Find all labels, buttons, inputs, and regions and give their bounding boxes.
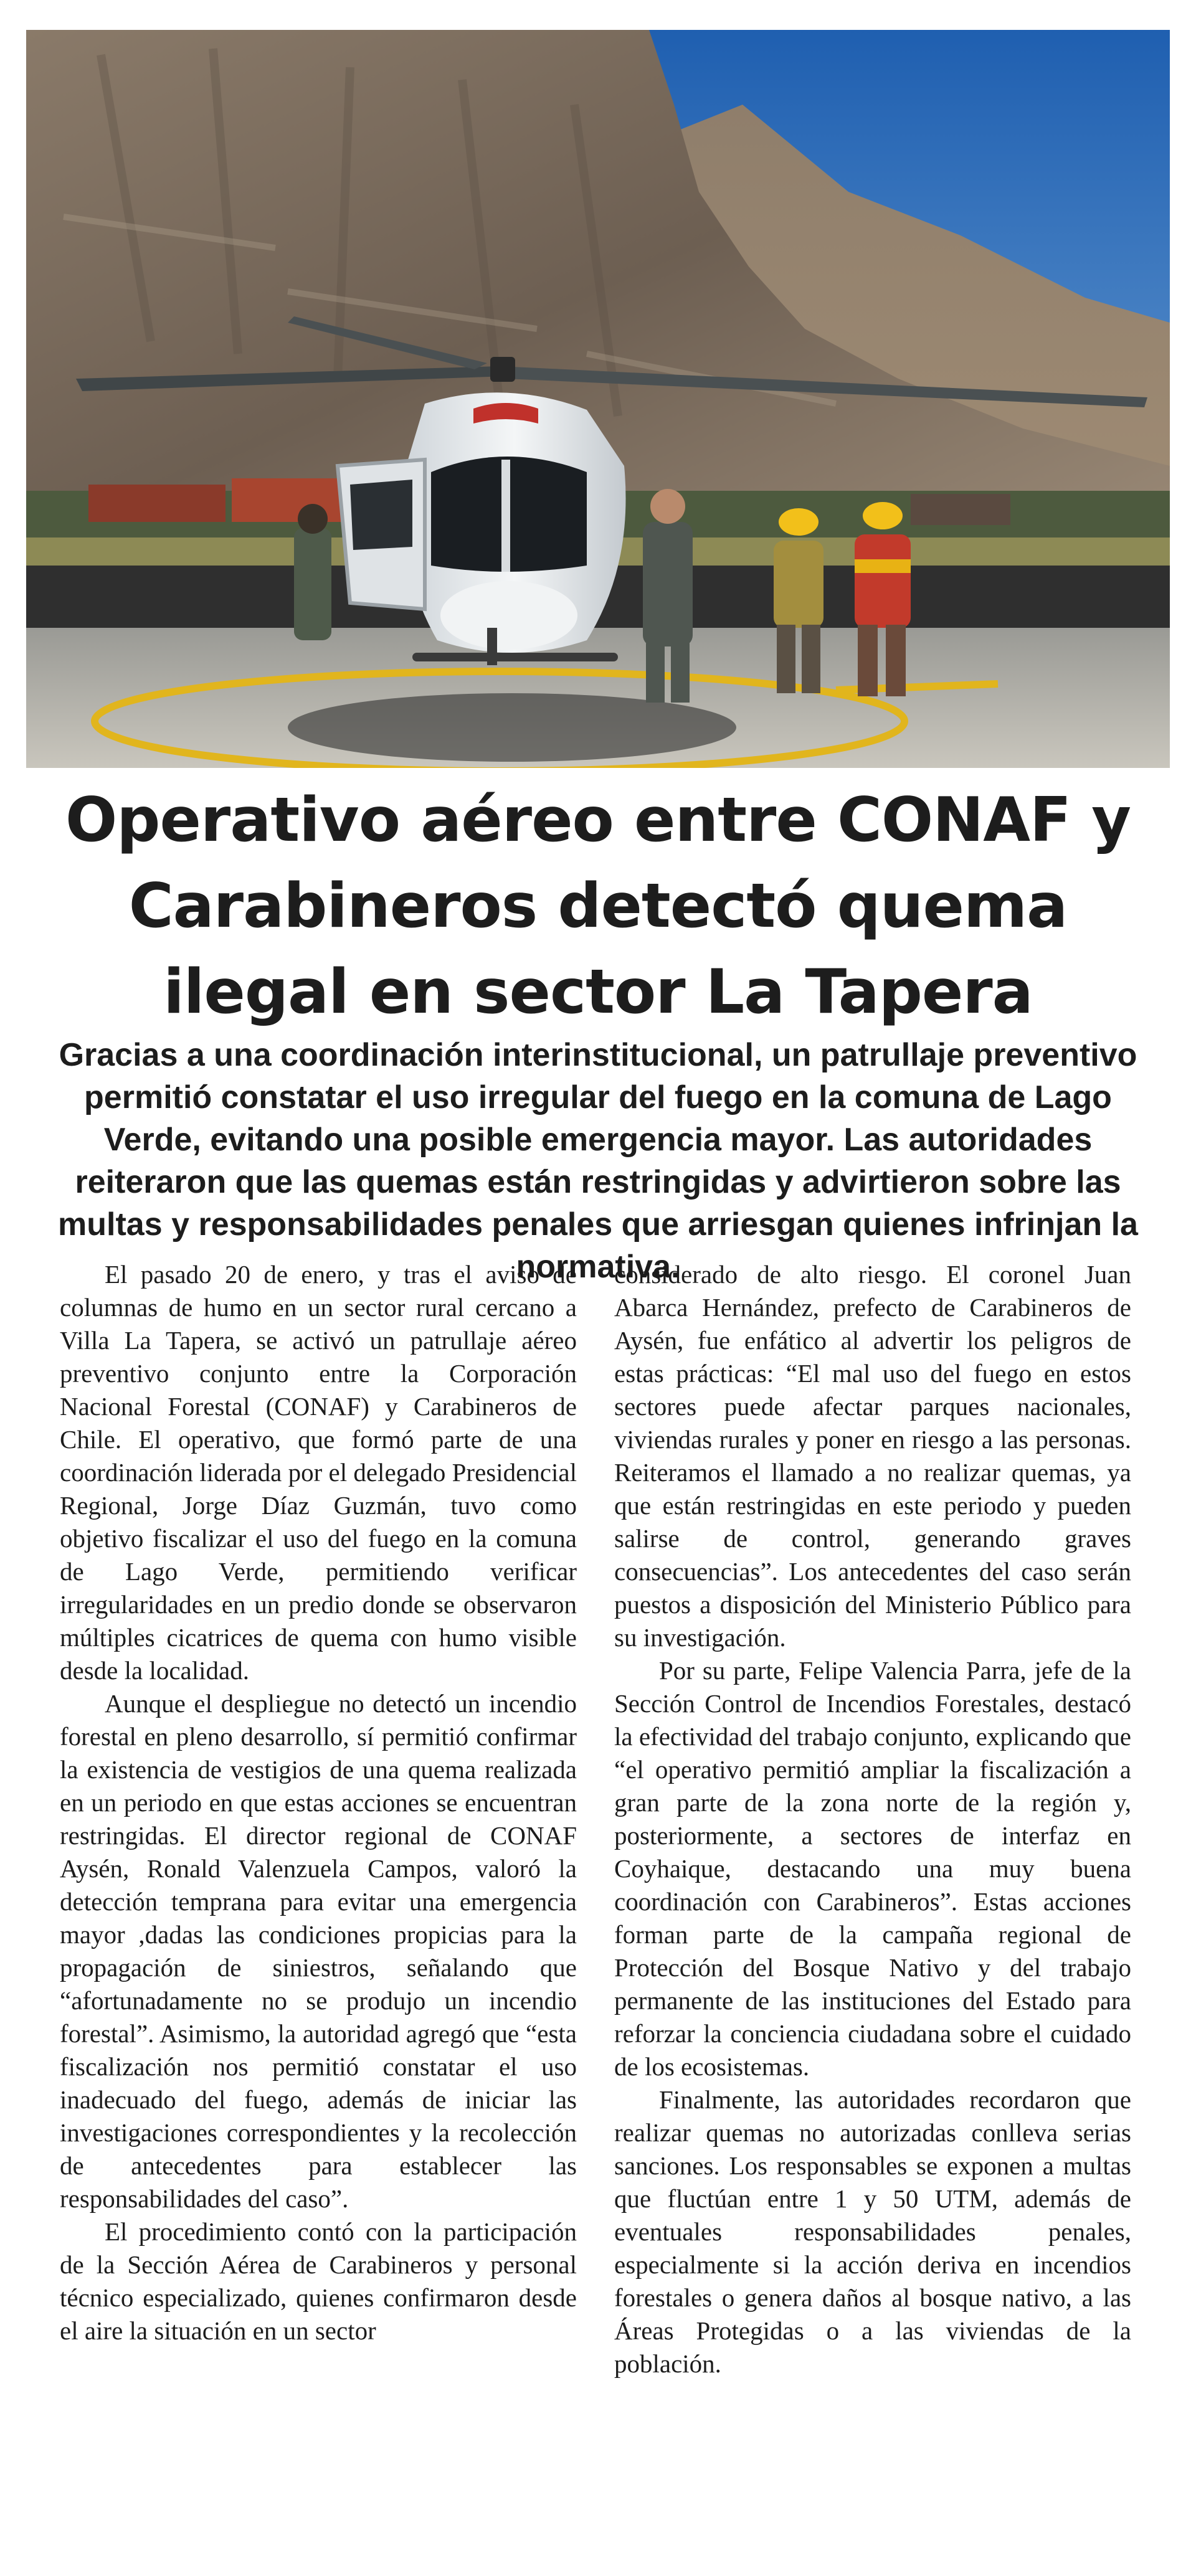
helicopter-photo-icon	[26, 30, 1170, 768]
body-paragraph-continuation: considerado de alto riesgo. El coronel Juan Abarca Hernández, prefecto de Carabineros de Aysén, fue enfático al advertir los peligros de estas prácticas: “El mal uso del fuego en estos sectores puede afectar parques nacionales, viviendas rurales y poner en riesgo a las personas. Reiteramos el llamado a no realizar quemas, ya que están restringidas en este periodo y pueden salirse de control, generando graves consecuencias”. Los antecedentes del caso serán puestos a disposición del Ministerio Público para su investigación.	[614, 1260, 1131, 1652]
body-column-left	[60, 1258, 577, 2554]
body-paragraph: El procedimiento contó con la participación de la Sección Aérea de Carabineros y personal técnico especializado, quienes confirmaron desde el aire la situación en un sector	[60, 2217, 577, 2345]
body-paragraph: Finalmente, las autoridades recordaron que realizar quemas no autorizadas conlleva serias sanciones. Los responsables se exponen a multas que fluctúan entre 1 y 50 UTM, además de eventuales responsabilidades penales, especialmente si la acción deriva en incendios forestales o genera daños al bosque nativo, a las Áreas Protegidas o a las viviendas de la población.	[614, 2085, 1131, 2378]
article-headline: Operativo aéreo entre CONAF y Carabineros detectó quema ilegal en sector La Tapera	[65, 785, 1131, 1028]
body-column-right	[614, 1258, 1131, 2554]
article-subheadline: Gracias a una coordinación interinstitucional, un patrullaje preventivo permitió constatar el uso irregular del fuego en la comuna de Lago Verde, evitando una posible emergencia mayor. Las autoridades reiteraron que las quemas están restringidas y advirtieron sobre las multas y responsabilidades penales que arriesgan quienes infrinjan la normativa.	[58, 1037, 1138, 1285]
body-paragraph: Por su parte, Felipe Valencia Parra, jefe de la Sección Control de Incendios Forestales, destacó la efectividad del trabajo conjunto, explicando que “el operativo permitió ampliar la fiscalización a gran parte de la zona norte de la región y, posteriormente, a sectores de interfaz en Coyhaique, destacando una muy buena coordinación con Carabineros”. Estas acciones forman parte de la campaña regional de Protección del Bosque Nativo y del trabajo permanente de las instituciones del Estado para reforzar la conciencia ciudadana sobre el cuidado de los ecosistemas.	[614, 1656, 1131, 2081]
body-paragraph: El pasado 20 de enero, y tras el aviso de columnas de humo en un sector rural cercano a Villa La Tapera, se activó un patrullaje aéreo preventivo conjunto entre la Corporación Nacional Forestal (CONAF) y Carabineros de Chile. El operativo, que formó parte de una coordinación liderada por el delegado Presidencial Regional, Jorge Díaz Guzmán, tuvo como objetivo fiscalizar el uso del fuego en la comuna de Lago Verde, permitiendo verificar irregularidades en un predio donde se observaron múltiples cicatrices de quema con humo visible desde la localidad.	[60, 1260, 577, 1685]
body-paragraph: Aunque el despliegue no detectó un incendio forestal en pleno desarrollo, sí permitió confirmar la existencia de vestigios de una quema realizada en un periodo en que estas acciones se encuentran restringidas. El director regional de CONAF Aysén, Ronald Valenzuela Campos, valoró la detección temprana para evitar una emergencia mayor ,dadas las condiciones propicias para la propagación de siniestros, señalando que “afortunadamente no se produjo un incendio forestal”. Asimismo, la autoridad agregó que “esta fiscalización nos permitió constatar el uso inadecuado del fuego, además de iniciar las investigaciones correspondientes y la recolección de antecedentes para establecer las responsabilidades del caso”.	[60, 1689, 577, 2213]
article-photo	[26, 30, 1170, 768]
